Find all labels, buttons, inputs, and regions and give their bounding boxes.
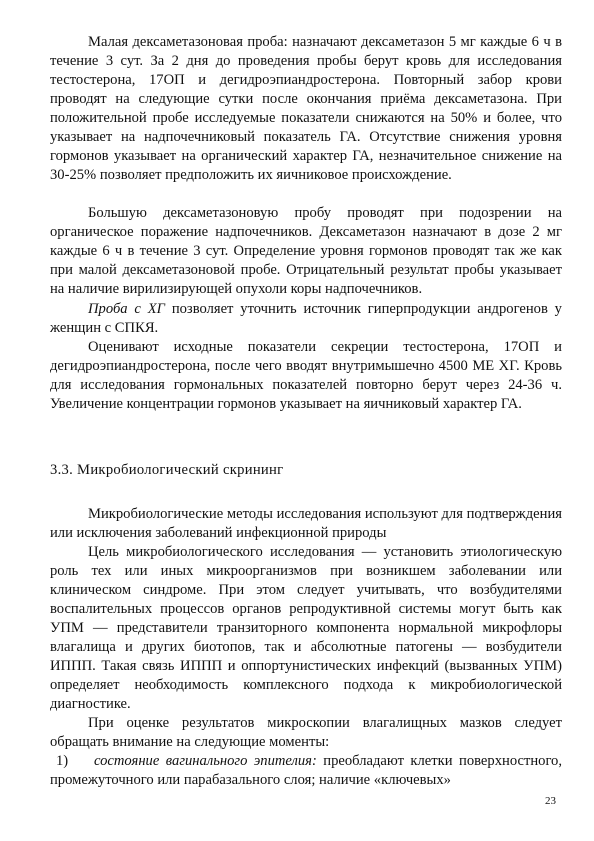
paragraph-microbiological-methods: Микробиологические методы исследования используют для подтверждения или исключения заболеваний инфекционной природы <box>50 506 562 541</box>
list-item <box>50 752 562 790</box>
hcg-test-text: позволяет уточнить источник гиперпродукции андрогенов у женщин с СПКЯ. <box>50 301 562 336</box>
hcg-test-term: Проба с ХГ <box>88 301 165 317</box>
section-heading: 3.3. Микробиологический скрининг <box>50 462 284 478</box>
paragraph-hcg-procedure: Оценивают исходные показатели секреции тестостерона, 17ОП и дегидроэпиандростерона, после чего вводят внутримышечно 4500 МЕ ХГ. Кровь для исследования гормональных показателей повторно берут через 24-36 ч. Увеличение концентрации гормонов указывает на яичниковый характер ГА. <box>50 339 562 412</box>
list-item-term: состояние вагинального эпителия: <box>94 753 317 769</box>
paragraph-smear-evaluation: При оценке результатов микроскопии влагалищных мазков следует обращать внимание на следующие моменты: <box>50 715 562 750</box>
paragraph-microbiological-goal: Цель микробиологического исследования — установить этиологическую роль тех или иных микроорганизмов при возникшем заболевании или клиническом синдроме. При этом следует учитывать, что возбудителями воспалительных процессов органов репродуктивной системы могут быть как УПМ — представители транзиторного компонента нормальной микрофлоры влагалища и других биотопов, так и абсолютные патогены — возбудители ИППП. Такая связь ИППП и оппортунистических инфекций (вызванных УПМ) определяет необходимость комплексного подхода к микробиологической диагностике. <box>50 544 562 712</box>
list-item-number: 1) <box>56 753 69 769</box>
paragraph-large-dexamethasone-test: Большую дексаметазоновую пробу проводят при подозрении на органическое поражение надпочечников. Дексаметазон назначают в дозе 2 мг каждые 6 ч в течение 3 сут. Определение уровня гормонов проводят так же как при малой дексаметазоновой пробе. Отрицательный результат пробы указывает на наличие вирилизирующей опухоли коры надпочечников. <box>50 205 562 297</box>
list-item-text: преобладают клетки поверхностного, промежуточного или парабазального слоя; наличие «ключевых» <box>50 753 563 788</box>
paragraph-hcg-test <box>50 300 562 338</box>
paragraph-small-dexamethasone-test: Малая дексаметазоновая проба: назначают дексаметазон 5 мг каждые 6 ч в течение 3 сут. За 2 дня до проведения пробы берут кровь для исследования тестостерона, 17ОП и дегидроэпиандростерона. Повторный забор крови проводят на следующие сутки после окончания приёма дексаметазона. При положительной пробе исследуемые показатели снижаются на 50% и более, что указывает на надпочечниковый показатель ГА. Отсутствие снижения уровня гормонов указывает на органический характер ГА, незначительное снижение на 30-25% позволяет предположить их яичниковое происхождение. <box>50 34 562 183</box>
page-number: 23 <box>545 795 556 807</box>
